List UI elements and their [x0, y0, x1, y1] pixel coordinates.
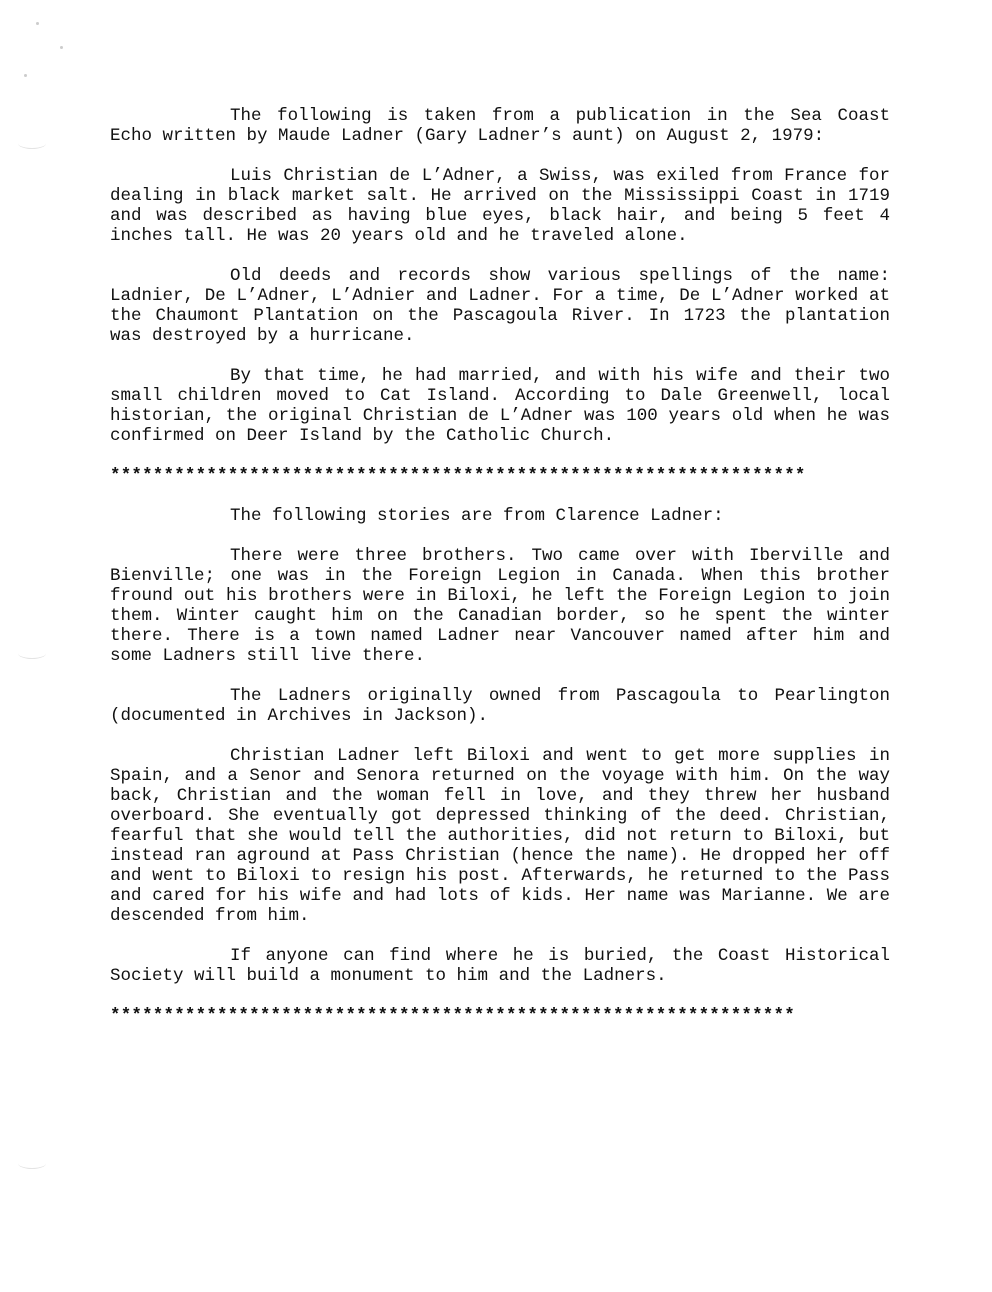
scan-mark	[18, 648, 46, 659]
scan-speck	[60, 46, 63, 49]
scan-speck	[36, 22, 39, 25]
paragraph-land: The Ladners originally owned from Pascagoula to Pearlington (documented in Archives in Jackson).	[110, 686, 890, 726]
paragraph-brothers: There were three brothers. Two came over with Iberville and Bienville; one was in the Foreign Legion in Canada. When this brother fround out his brothers were in Biloxi, he left the Foreign Legion to join them. Winter caught him on the Canadian border, so he spent the winter there. There is a town named Ladner near Vancouver named after him and some Ladners still live there.	[110, 546, 890, 666]
paragraph-deeds: Old deeds and records show various spellings of the name: Ladnier, De L’Adner, L’Adnier and Ladner. For a time, De L’Adner worked at the Chaumont Plantation on the Pascagoula River. In 1723 the plantation was destroyed by a hurricane.	[110, 266, 890, 346]
stories-heading-paragraph: The following stories are from Clarence Ladner:	[230, 506, 724, 526]
paragraph-voyage: Christian Ladner left Biloxi and went to get more supplies in Spain, and a Senor and Senora returned on the voyage with him. On the way back, Christian and the woman fell in love, and they threw her husband overboard. She eventually got depressed thinking of the deed. Christian, fearful that she would tell the authorities, did not return to Biloxi, but instead ran aground at Pass Christian (hence the name). He dropped her off and went to Biloxi to resign his post. Afterwards, he returned to the Pass and cared for his wife and had lots of kids. Her name was Marianne. We are descended from him.	[110, 746, 890, 926]
intro-paragraph: The following is taken from a publication in the Sea Coast Echo written by Maude Ladner (Gary Ladner’s aunt) on August 2, 1979:	[110, 106, 890, 146]
separator-line: *****************************************************************	[110, 466, 806, 486]
scan-speck	[24, 74, 27, 77]
document-page	[110, 106, 890, 1046]
scan-mark	[18, 1158, 46, 1169]
paragraph-origin: Luis Christian de L’Adner, a Swiss, was exiled from France for dealing in black market salt. He arrived on the Mississippi Coast in 1719 and was described as having blue eyes, black hair, and being 5 feet 4 inches tall. He was 20 years old and he traveled alone.	[110, 166, 890, 246]
separator-line-end: ****************************************************************	[110, 1006, 795, 1026]
scan-mark	[18, 138, 46, 149]
paragraph-monument: If anyone can find where he is buried, the Coast Historical Society will build a monument to him and the Ladners.	[110, 946, 890, 986]
paragraph-cat-island: By that time, he had married, and with his wife and their two small children moved to Cat Island. According to Dale Greenwell, local historian, the original Christian de L’Adner was 100 years old when he was confirmed on Deer Island by the Catholic Church.	[110, 366, 890, 446]
